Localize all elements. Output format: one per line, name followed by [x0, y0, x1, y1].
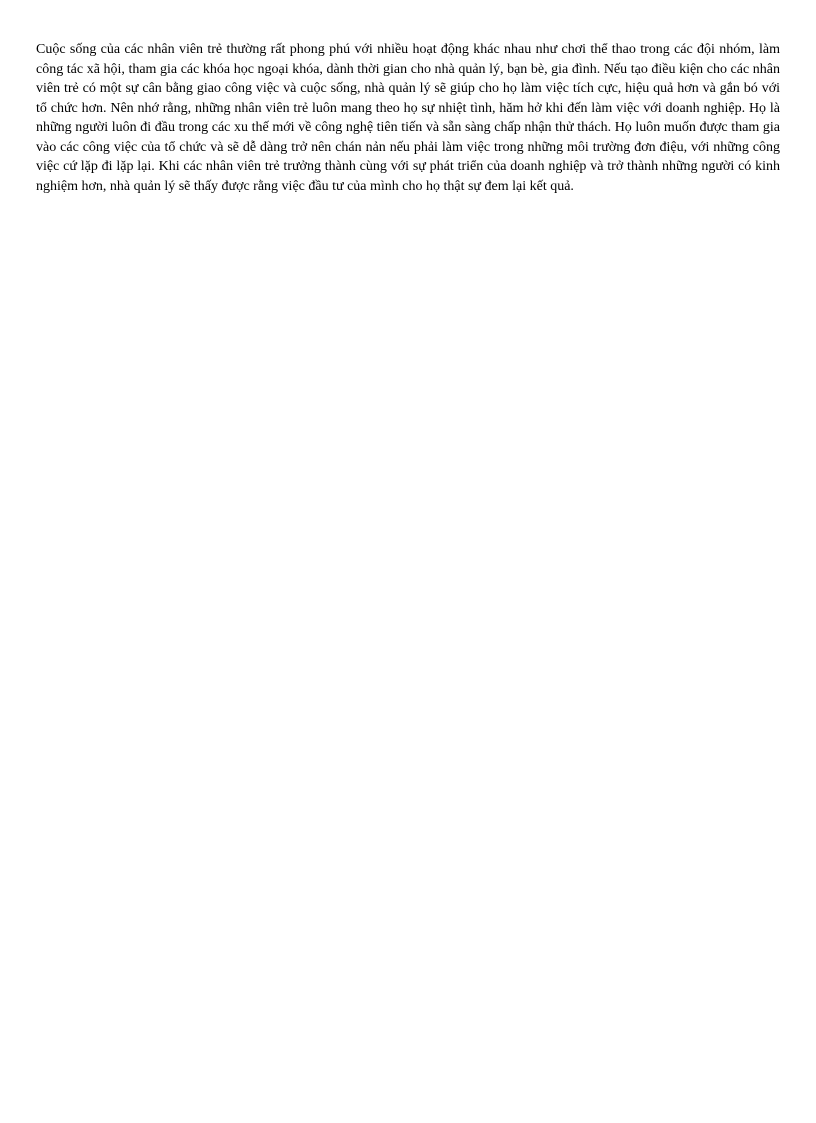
body-paragraph: Cuộc sống của các nhân viên trẻ thường rất phong phú với nhiều hoạt động khác nhau như chơi thể thao trong các đội nhóm, làm công tác xã hội, tham gia các khóa học ngoại khóa, dành thời gian cho nhà quản lý, bạn bè, gia đình. Nếu tạo điều kiện cho các nhân viên trẻ có một sự cân bằng giao công việc và cuộc sống, nhà quản lý sẽ giúp cho họ làm việc tích cực, hiệu quả hơn và gắn bó với tổ chức hơn. Nên nhớ rằng, những nhân viên trẻ luôn mang theo họ sự nhiệt tình, hăm hở khi đến làm việc với doanh nghiệp. Họ là những người luôn đi đầu trong các xu thế mới về công nghệ tiên tiến và sẵn sàng chấp nhận thử thách. Họ luôn muốn được tham gia vào các công việc của tổ chức và sẽ dễ dàng trở nên chán nản nếu phải làm việc trong những môi trường đơn điệu, với những công việc cứ lặp đi lặp lại. Khi các nhân viên trẻ trưởng thành cùng với sự phát triển của doanh nghiệp và trở thành những người có kinh nghiệm hơn, nhà quản lý sẽ thấy được rằng việc đầu tư của mình cho họ thật sự đem lại kết quả. — [36, 42, 780, 194]
